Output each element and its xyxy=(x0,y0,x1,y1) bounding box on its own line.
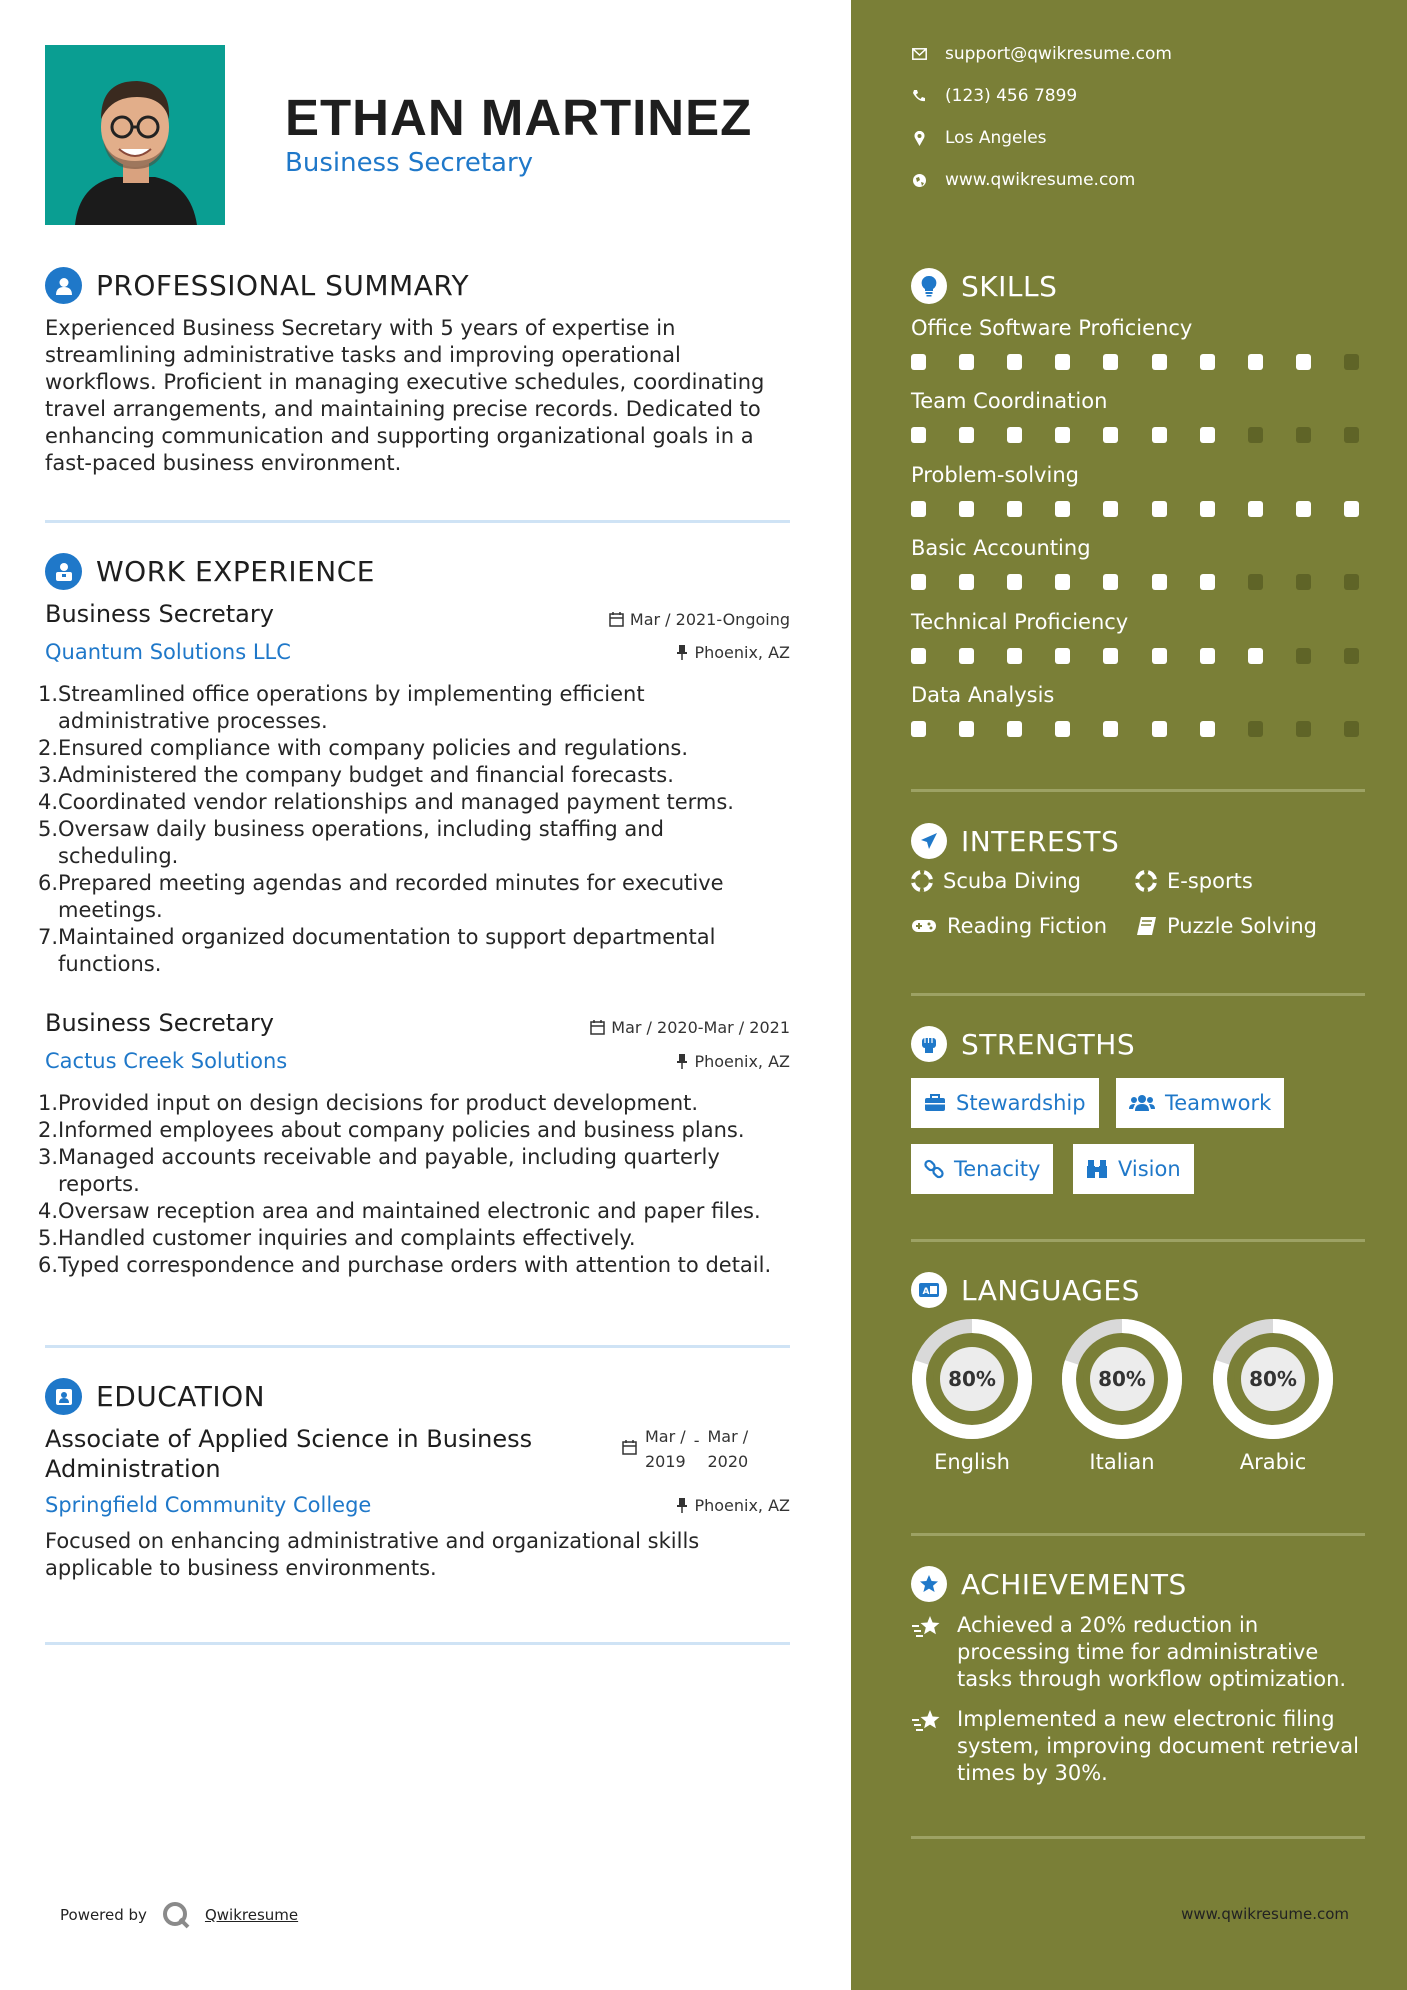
pin-icon xyxy=(676,1498,688,1513)
sidebar-divider xyxy=(911,1533,1365,1536)
pin-icon xyxy=(676,1054,688,1069)
work-title: WORK EXPERIENCE xyxy=(96,555,375,588)
education-start: Mar / 2019 xyxy=(645,1427,686,1471)
education-location-text: Phoenix, AZ xyxy=(694,1496,790,1515)
skill-rating xyxy=(911,354,1359,370)
rating-dot-filled xyxy=(959,721,974,737)
list-item: 5. Oversaw daily business operations, including staffing and scheduling. xyxy=(38,817,664,868)
language-percent: 80% xyxy=(1249,1367,1297,1391)
rating-dot-filled xyxy=(1055,501,1070,517)
list-item: 7. Maintained organized documentation to support departmental functions. xyxy=(38,925,716,976)
language-name: English xyxy=(934,1450,1010,1474)
sidebar xyxy=(851,0,1407,1990)
summary-heading xyxy=(45,267,469,304)
rating-dot-empty xyxy=(1344,427,1359,443)
contact-website[interactable]: www.qwikresume.com xyxy=(911,170,1135,190)
skill-name: Team Coordination xyxy=(911,389,1108,414)
skill-name: Office Software Proficiency xyxy=(911,316,1193,340)
list-item: 4. Oversaw reception area and maintained electronic and paper files. xyxy=(38,1199,761,1223)
skill-item xyxy=(911,463,1351,517)
star-badge-icon xyxy=(911,1566,947,1602)
rating-dot-filled xyxy=(1007,648,1022,664)
calendar-icon xyxy=(622,1440,637,1455)
rating-dot-filled xyxy=(1152,721,1167,737)
rating-dot-filled xyxy=(959,574,974,590)
education-end: Mar / 2020 xyxy=(707,1427,749,1471)
job-2-location-text: Phoenix, AZ xyxy=(694,1052,790,1071)
rating-dot-filled xyxy=(1200,501,1215,517)
rating-dot-empty xyxy=(1248,721,1263,737)
summary-text: Experienced Business Secretary with 5 years of expertise in streamlining administrative tasks and improving operational workflows. Proficient in managing executive schedules, coordinating travel arrangements, and maintaining precise records. Dedicated to enhancing communication and supporting organizational goals in a fast-paced business environment. xyxy=(45,316,765,475)
rating-dot-filled xyxy=(1152,354,1167,370)
rating-dot-filled xyxy=(1152,648,1167,664)
rating-dot-filled xyxy=(1055,574,1070,590)
rating-dot-filled xyxy=(1248,648,1263,664)
briefcase-user-icon xyxy=(45,553,82,590)
achievement-item: Achieved a 20% reduction in processing time for administrative tasks through workflow optimization. xyxy=(911,1612,1371,1693)
job-1-duties xyxy=(38,681,790,978)
interest-item: Puzzle Solving xyxy=(1135,914,1317,938)
rating-dot-empty xyxy=(1248,574,1263,590)
lifebuoy-icon xyxy=(1135,870,1157,892)
rating-dot-filled xyxy=(911,501,926,517)
contact-location: Los Angeles xyxy=(911,128,1047,148)
map-marker-icon xyxy=(911,131,927,146)
date-separator: - xyxy=(693,1431,700,1450)
job-2-company: Cactus Creek Solutions xyxy=(45,1049,288,1073)
list-item: 2. Informed employees about company policies and business plans. xyxy=(38,1118,745,1142)
section-divider xyxy=(45,520,790,523)
rating-dot-filled xyxy=(1103,721,1118,737)
job-1-company: Quantum Solutions LLC xyxy=(45,640,291,664)
fist-icon xyxy=(911,1026,947,1062)
rating-dot-filled xyxy=(1007,721,1022,737)
skill-item xyxy=(911,316,1351,370)
skills-title: SKILLS xyxy=(961,269,1058,303)
skill-name: Technical Proficiency xyxy=(911,609,1129,634)
education-text: Focused on enhancing administrative and organizational skills applicable to business environments. xyxy=(45,1529,700,1580)
list-item: 4. Coordinated vendor relationships and managed payment terms. xyxy=(38,790,734,814)
rating-dot-filled xyxy=(1007,501,1022,517)
rating-dot-filled xyxy=(1103,501,1118,517)
rating-dot-filled xyxy=(959,354,974,370)
rating-dot-empty xyxy=(1344,648,1359,664)
globe-icon xyxy=(911,173,927,188)
language-progress-ring xyxy=(911,1318,1033,1440)
skill-item xyxy=(911,610,1351,664)
rating-dot-filled xyxy=(1200,427,1215,443)
education-location xyxy=(676,1496,790,1515)
profile-photo xyxy=(45,45,225,225)
candidate-name: ETHAN MARTINEZ xyxy=(285,89,753,146)
skill-rating xyxy=(911,427,1359,443)
calendar-icon xyxy=(609,612,624,627)
rating-dot-filled xyxy=(1103,648,1118,664)
language-progress-ring xyxy=(1061,1318,1183,1440)
users-icon xyxy=(1129,1094,1155,1112)
list-item: 3. Administered the company budget and financial forecasts. xyxy=(38,763,674,787)
list-item: 5. Handled customer inquiries and complaints effectively. xyxy=(38,1226,636,1250)
summary-title: PROFESSIONAL SUMMARY xyxy=(96,269,470,302)
education-dates xyxy=(622,1424,748,1474)
strength-tag: Teamwork xyxy=(1116,1078,1284,1128)
interests-title: INTERESTS xyxy=(961,824,1120,858)
sidebar-divider xyxy=(911,1239,1365,1242)
language-name: Italian xyxy=(1089,1450,1155,1474)
section-divider xyxy=(45,1345,790,1348)
work-heading xyxy=(45,553,375,590)
candidate-role: Business Secretary xyxy=(285,148,534,178)
sidebar-divider xyxy=(911,1836,1365,1839)
job-2-duties xyxy=(38,1090,790,1279)
phone-icon xyxy=(911,89,927,103)
rating-dot-empty xyxy=(1296,721,1311,737)
interest-item: E-sports xyxy=(1135,869,1253,893)
rating-dot-empty xyxy=(1296,574,1311,590)
language-percent: 80% xyxy=(948,1367,996,1391)
rating-dot-filled xyxy=(911,721,926,737)
rating-dot-empty xyxy=(1248,427,1263,443)
sidebar-divider xyxy=(911,789,1365,792)
rating-dot-filled xyxy=(1103,574,1118,590)
list-item: 1. Streamlined office operations by implementing efficient administrative processes. xyxy=(38,682,645,733)
rating-dot-filled xyxy=(1055,648,1070,664)
rating-dot-filled xyxy=(1055,354,1070,370)
list-item: 1. Provided input on design decisions for product development. xyxy=(38,1091,699,1115)
language-icon xyxy=(911,1272,947,1308)
interest-item: Scuba Diving xyxy=(911,869,1081,893)
achievement-item: Implemented a new electronic filing system, improving document retrieval times by 30%. xyxy=(911,1706,1371,1787)
strength-tag: Vision xyxy=(1073,1144,1194,1194)
rating-dot-filled xyxy=(1248,501,1263,517)
rating-dot-filled xyxy=(1296,501,1311,517)
job-1-title: Business Secretary xyxy=(45,600,274,628)
language-progress-ring xyxy=(1212,1318,1334,1440)
rating-dot-filled xyxy=(1055,427,1070,443)
education-heading xyxy=(45,1378,265,1415)
list-item: 2. Ensured compliance with company policies and regulations. xyxy=(38,736,689,760)
user-icon xyxy=(45,267,82,304)
footer-website[interactable]: www.qwikresume.com xyxy=(1181,1905,1349,1923)
rating-dot-filled xyxy=(959,427,974,443)
skill-rating xyxy=(911,721,1359,737)
rating-dot-empty xyxy=(1344,574,1359,590)
strengths-heading xyxy=(911,1026,1135,1062)
pin-icon xyxy=(676,645,688,660)
language-item xyxy=(1061,1318,1183,1474)
achievements-title: ACHIEVEMENTS xyxy=(961,1567,1187,1601)
brand-link[interactable]: Qwikresume xyxy=(204,1906,299,1924)
skill-item xyxy=(911,389,1351,443)
rating-dot-filled xyxy=(1200,574,1215,590)
job-2-date xyxy=(590,1018,790,1037)
education-degree: Associate of Applied Science in Business Administration xyxy=(45,1425,533,1483)
rating-dot-filled xyxy=(1200,648,1215,664)
job-1-date xyxy=(609,610,790,629)
shooting-star-icon xyxy=(911,1706,943,1787)
rating-dot-filled xyxy=(911,354,926,370)
education-title: EDUCATION xyxy=(96,1380,266,1413)
rating-dot-filled xyxy=(1248,354,1263,370)
lifebuoy-icon xyxy=(911,870,933,892)
lightbulb-icon xyxy=(911,268,947,304)
skill-rating xyxy=(911,574,1359,590)
qwikresume-logo-icon xyxy=(161,1900,191,1930)
skill-name: Basic Accounting xyxy=(911,536,1091,561)
gamepad-icon xyxy=(911,918,937,934)
list-item: 6. Typed correspondence and purchase orders with attention to detail. xyxy=(38,1253,772,1277)
rating-dot-empty xyxy=(1296,427,1311,443)
job-2-date-text: Mar / 2020-Mar / 2021 xyxy=(611,1018,790,1037)
skills-heading xyxy=(911,268,1057,304)
rating-dot-filled xyxy=(911,574,926,590)
interests-heading xyxy=(911,823,1119,859)
rating-dot-filled xyxy=(959,648,974,664)
rating-dot-filled xyxy=(911,427,926,443)
rating-dot-filled xyxy=(1296,354,1311,370)
rating-dot-filled xyxy=(1152,427,1167,443)
language-percent: 80% xyxy=(1098,1367,1146,1391)
rating-dot-filled xyxy=(1152,574,1167,590)
job-2-location xyxy=(676,1052,790,1071)
rating-dot-filled xyxy=(1103,427,1118,443)
briefcase-icon xyxy=(924,1094,946,1112)
skill-name: Data Analysis xyxy=(911,683,1055,707)
rating-dot-empty xyxy=(1296,648,1311,664)
strength-tag: Tenacity xyxy=(911,1144,1053,1194)
rating-dot-filled xyxy=(1103,354,1118,370)
paper-plane-icon xyxy=(911,823,947,859)
rating-dot-filled xyxy=(959,501,974,517)
list-item: 6. Prepared meeting agendas and recorded minutes for executive meetings. xyxy=(38,871,724,922)
rating-dot-filled xyxy=(1200,354,1215,370)
skill-item xyxy=(911,536,1351,590)
language-name: Arabic xyxy=(1239,1450,1307,1474)
languages-title: LANGUAGES xyxy=(961,1273,1140,1307)
powered-by-label: Powered by xyxy=(60,1906,147,1924)
languages-heading xyxy=(911,1272,1140,1308)
shooting-star-icon xyxy=(911,1612,943,1693)
education-school: Springfield Community College xyxy=(45,1493,372,1517)
binoculars-icon xyxy=(1086,1159,1108,1179)
rating-dot-filled xyxy=(1152,501,1167,517)
rating-dot-filled xyxy=(1344,501,1359,517)
skill-rating xyxy=(911,648,1359,664)
section-divider xyxy=(45,1642,790,1645)
sidebar-divider xyxy=(911,993,1365,996)
calendar-icon xyxy=(590,1020,605,1035)
job-1-date-text: Mar / 2021-Ongoing xyxy=(629,610,790,629)
rating-dot-filled xyxy=(911,648,926,664)
link-icon xyxy=(924,1159,944,1179)
strength-tag: Stewardship xyxy=(911,1078,1099,1128)
rating-dot-filled xyxy=(1055,721,1070,737)
contact-email[interactable]: support@qwikresume.com xyxy=(911,44,1172,64)
envelope-icon xyxy=(911,48,927,60)
language-item xyxy=(911,1318,1033,1474)
strengths-title: STRENGTHS xyxy=(961,1027,1136,1061)
job-1-location xyxy=(676,643,790,662)
job-1-location-text: Phoenix, AZ xyxy=(694,643,790,662)
job-2-title: Business Secretary xyxy=(45,1009,274,1037)
achievements-heading xyxy=(911,1566,1187,1602)
graduate-icon xyxy=(45,1378,82,1415)
rating-dot-filled xyxy=(1007,427,1022,443)
skill-rating xyxy=(911,501,1359,517)
rating-dot-empty xyxy=(1344,721,1359,737)
svg-text:A: A xyxy=(922,1287,930,1297)
footer-branding xyxy=(60,1900,298,1930)
skill-name: Problem-solving xyxy=(911,462,1079,487)
rating-dot-filled xyxy=(1007,354,1022,370)
rating-dot-filled xyxy=(1007,574,1022,590)
list-item: 3. Managed accounts receivable and payable, including quarterly reports. xyxy=(38,1145,720,1196)
rating-dot-filled xyxy=(1200,721,1215,737)
language-item xyxy=(1212,1318,1334,1474)
skill-item xyxy=(911,683,1351,737)
rating-dot-empty xyxy=(1344,354,1359,370)
contact-phone[interactable]: (123) 456 7899 xyxy=(911,86,1077,106)
book-icon xyxy=(1135,916,1157,936)
interest-item: Reading Fiction xyxy=(911,914,1107,938)
